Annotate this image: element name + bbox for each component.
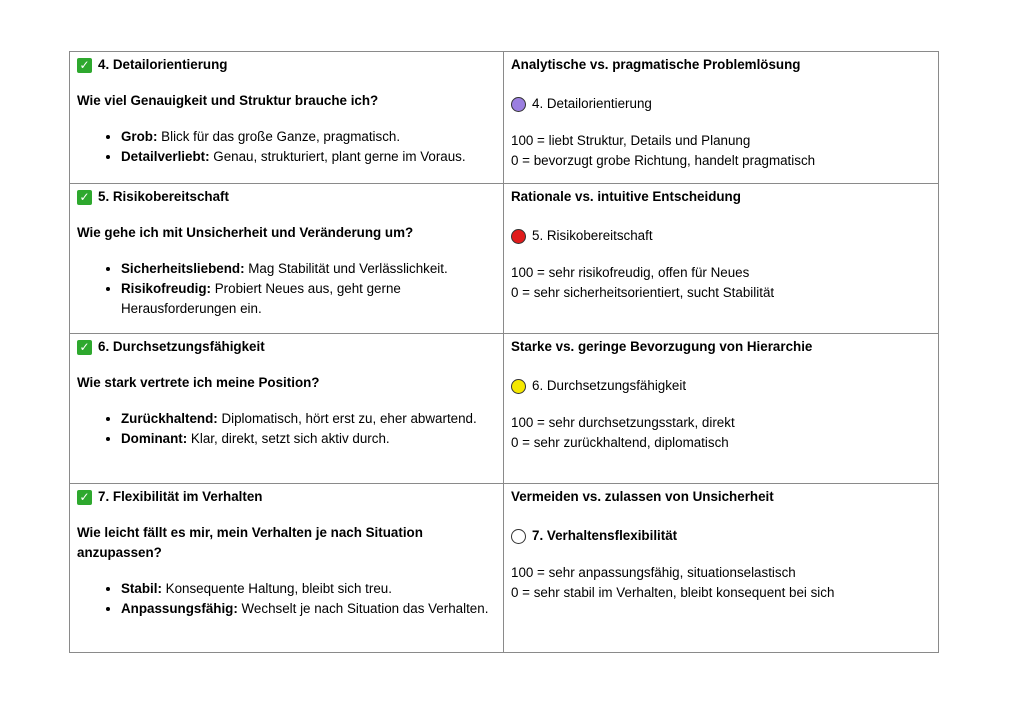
scale-high: 100 = sehr durchsetzungsstark, direkt (511, 415, 735, 430)
trait-question: Wie viel Genauigkeit und Struktur brauche ich? (77, 93, 379, 108)
scale-low: 0 = bevorzugt grobe Richtung, handelt pragmatisch (511, 153, 816, 168)
list-item (121, 409, 496, 429)
table-row (70, 484, 939, 653)
dimension-title: Rationale vs. intuitive Entscheidung (511, 189, 741, 204)
trait-heading (77, 487, 496, 507)
trait-cell (70, 484, 504, 653)
bullet-text: Blick für das große Ganze, pragmatisch. (157, 129, 401, 144)
check-mark-icon: ✓ (77, 58, 92, 73)
list-item (121, 127, 496, 147)
dimension-line (511, 94, 931, 114)
trait-cell (70, 52, 504, 184)
bullet-term: Sicherheitsliebend: (121, 261, 245, 276)
scale-high: 100 = sehr anpassungsfähig, situationselastisch (511, 565, 796, 580)
bullet-term: Detailverliebt: (121, 149, 210, 164)
trait-heading-text: 5. Risikobereitschaft (98, 189, 229, 204)
bullet-term: Grob: (121, 129, 158, 144)
list-item (121, 279, 496, 319)
check-mark-icon: ✓ (77, 490, 92, 505)
table-row (70, 334, 939, 484)
scale-high: 100 = liebt Struktur, Details und Planung (511, 133, 751, 148)
trait-bullets (77, 409, 496, 449)
dimension-label: 4. Detailorientierung (532, 96, 652, 111)
trait-heading-text: 4. Detailorientierung (98, 57, 228, 72)
dimension-title: Starke vs. geringe Bevorzugung von Hierarchie (511, 339, 813, 354)
scale-low: 0 = sehr stabil im Verhalten, bleibt konsequent bei sich (511, 585, 835, 600)
trait-cell (70, 184, 504, 334)
dimension-cell (504, 184, 939, 334)
bullet-term: Zurückhaltend: (121, 411, 218, 426)
bullet-term: Anpassungsfähig: (121, 601, 238, 616)
purple-circle-icon (511, 97, 526, 112)
dimension-title: Analytische vs. pragmatische Problemlösung (511, 57, 801, 72)
check-mark-icon: ✓ (77, 190, 92, 205)
trait-question: Wie gehe ich mit Unsicherheit und Veränderung um? (77, 225, 414, 240)
scale-low: 0 = sehr zurückhaltend, diplomatisch (511, 435, 729, 450)
trait-question: Wie stark vertrete ich meine Position? (77, 375, 320, 390)
bullet-term: Dominant: (121, 431, 188, 446)
dimension-table (69, 51, 939, 653)
yellow-circle-icon (511, 379, 526, 394)
trait-question: Wie leicht fällt es mir, mein Verhalten je nach Situation anzupassen? (77, 525, 423, 560)
trait-bullets (77, 579, 496, 619)
dimension-cell (504, 484, 939, 653)
dimension-line (511, 226, 931, 246)
list-item (121, 259, 496, 279)
dimension-label: 7. Verhaltensflexibilität (532, 528, 678, 543)
trait-heading-text: 7. Flexibilität im Verhalten (98, 489, 263, 504)
dimension-cell (504, 334, 939, 484)
red-circle-icon (511, 229, 526, 244)
bullet-text: Diplomatisch, hört erst zu, eher abwartend. (217, 411, 477, 426)
trait-heading (77, 337, 496, 357)
check-mark-icon: ✓ (77, 340, 92, 355)
trait-heading-text: 6. Durchsetzungsfähigkeit (98, 339, 265, 354)
list-item (121, 579, 496, 599)
bullet-text: Konsequente Haltung, bleibt sich treu. (161, 581, 392, 596)
scale-low: 0 = sehr sicherheitsorientiert, sucht Stabilität (511, 285, 775, 300)
bullet-term: Risikofreudig: (121, 281, 212, 296)
white-circle-icon (511, 529, 526, 544)
dimension-cell (504, 52, 939, 184)
dimension-line (511, 526, 931, 546)
trait-cell (70, 334, 504, 484)
scale-high: 100 = sehr risikofreudig, offen für Neues (511, 265, 750, 280)
trait-heading (77, 55, 496, 75)
trait-bullets (77, 127, 496, 167)
trait-heading (77, 187, 496, 207)
list-item (121, 599, 496, 619)
dimension-label: 6. Durchsetzungsfähigkeit (532, 378, 687, 393)
list-item (121, 429, 496, 449)
bullet-text: Genau, strukturiert, plant gerne im Voraus. (209, 149, 466, 164)
bullet-text: Probiert Neues aus, geht gerne Herausforderungen ein. (121, 281, 401, 316)
dimension-line (511, 376, 931, 396)
table-row (70, 184, 939, 334)
trait-bullets (77, 259, 496, 319)
bullet-term: Stabil: (121, 581, 162, 596)
dimension-title: Vermeiden vs. zulassen von Unsicherheit (511, 489, 774, 504)
dimension-label: 5. Risikobereitschaft (532, 228, 653, 243)
bullet-text: Klar, direkt, setzt sich aktiv durch. (187, 431, 390, 446)
list-item (121, 147, 496, 167)
bullet-text: Wechselt je nach Situation das Verhalten. (237, 601, 489, 616)
bullet-text: Mag Stabilität und Verlässlichkeit. (244, 261, 448, 276)
table-row (70, 52, 939, 184)
